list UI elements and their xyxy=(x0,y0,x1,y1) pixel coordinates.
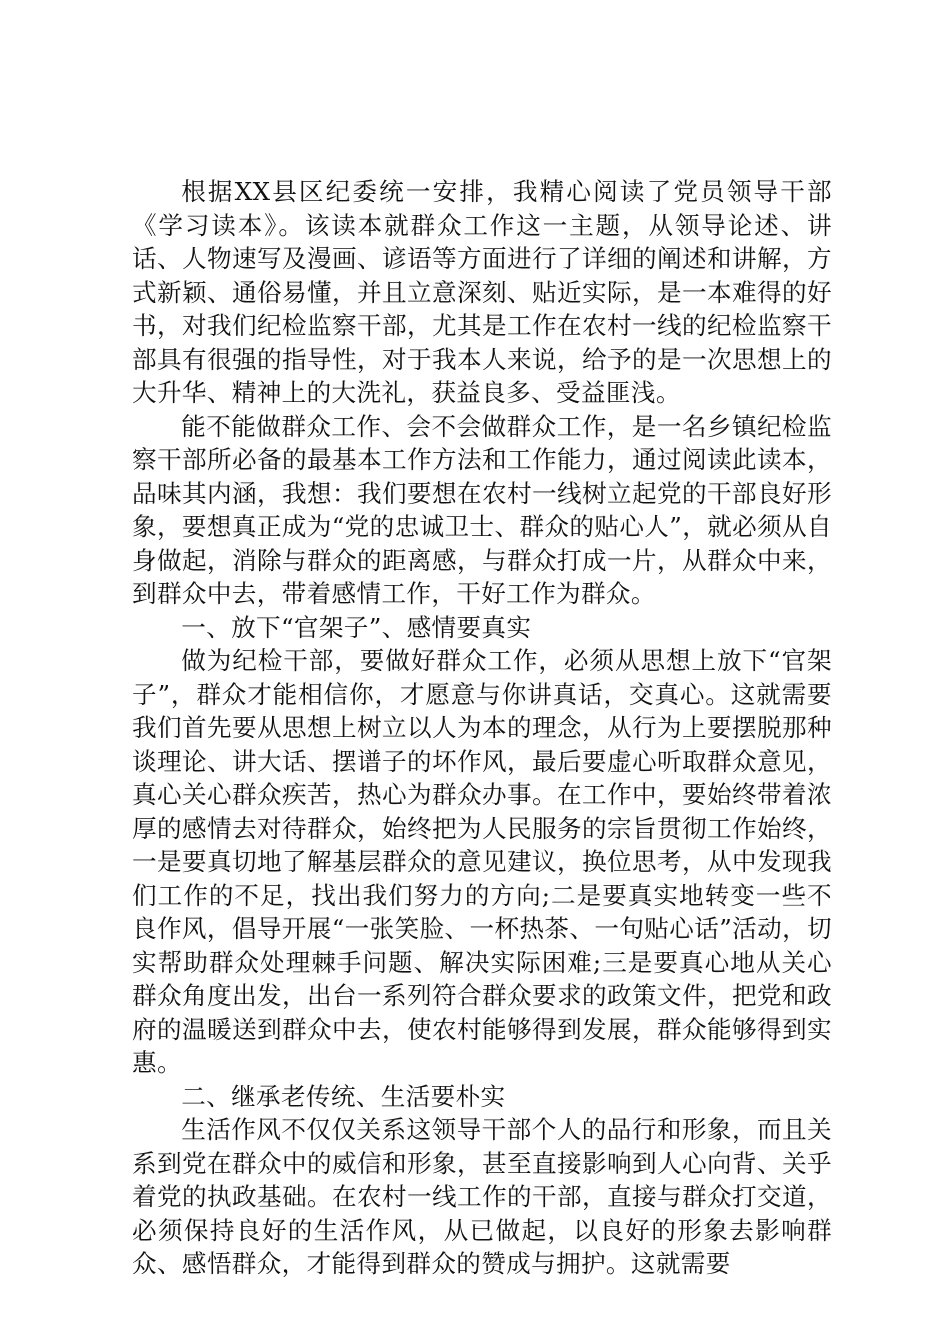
paragraph-intro: 根据XX县区纪委统一安排，我精心阅读了党员领导干部《学习读本》。该读本就群众工作这一主题，从领导论述、讲话、人物速写及漫画、谚语等方面进行了详细的阐述和讲解，方式新颖、通俗易懂，并且立意深刻、贴近实际，是一本难得的好书，对我们纪检监察干部，尤其是工作在农村一线的纪检监察干部具有很强的指导性，对于我本人来说，给予的是一次思想上的大升华、精神上的大洗礼，获益良多、受益匪浅。 xyxy=(132,177,832,407)
document-body xyxy=(132,175,832,1281)
paragraph-section-2: 生活作风不仅仅关系这领导干部个人的品行和形象，而且关系到党在群众中的威信和形象，甚至直接影响到人心向背、关乎着党的执政基础。在农村一线工作的干部，直接与群众打交道，必须保持良好的生活作风，从已做起，以良好的形象去影响群众、感悟群众，才能得到群众的赞成与拥护。这就需要 xyxy=(132,1115,832,1278)
paragraph-section-1: 做为纪检干部，要做好群众工作，必须从思想上放下“官架子”，群众才能相信你，才愿意与你讲真话，交真心。这就需要我们首先要从思想上树立以人为本的理念，从行为上要摆脱那种谈理论、讲大话、摆谱子的坏作风，最后要虚心听取群众意见，真心关心群众疾苦，热心为群众办事。在工作中，要始终带着浓厚的感情去对待群众，始终把为人民服务的宗旨贯彻工作始终，一是要真切地了解基层群众的意见建议，换位思考，从中发现我们工作的不足，找出我们努力的方向;二是要真实地转变一些不良作风，倡导开展“一张笑脸、一杯热茶、一句贴心话”活动，切实帮助群众处理棘手问题、解决实际困难;三是要真心地从关心群众角度出发，出台一系列符合群众要求的政策文件，把党和政府的温暖送到群众中去，使农村能够得到发展，群众能够得到实惠。 xyxy=(132,646,832,1077)
section-heading-1: 一、放下“官架子”、感情要真实 xyxy=(181,612,532,642)
paragraph-mass-work: 能不能做群众工作、会不会做群众工作，是一名乡镇纪检监察干部所必备的最基本工作方法和工作能力，通过阅读此读本，品味其内涵，我想：我们要想在农村一线树立起党的干部良好形象，要想真正成为“党的忠诚卫士、群众的贴心人”，就必须从自身做起，消除与群众的距离感，与群众打成一片，从群众中来，到群众中去，带着感情工作，干好工作为群众。 xyxy=(132,411,832,608)
section-heading-2: 二、继承老传统、生活要朴实 xyxy=(181,1081,506,1111)
